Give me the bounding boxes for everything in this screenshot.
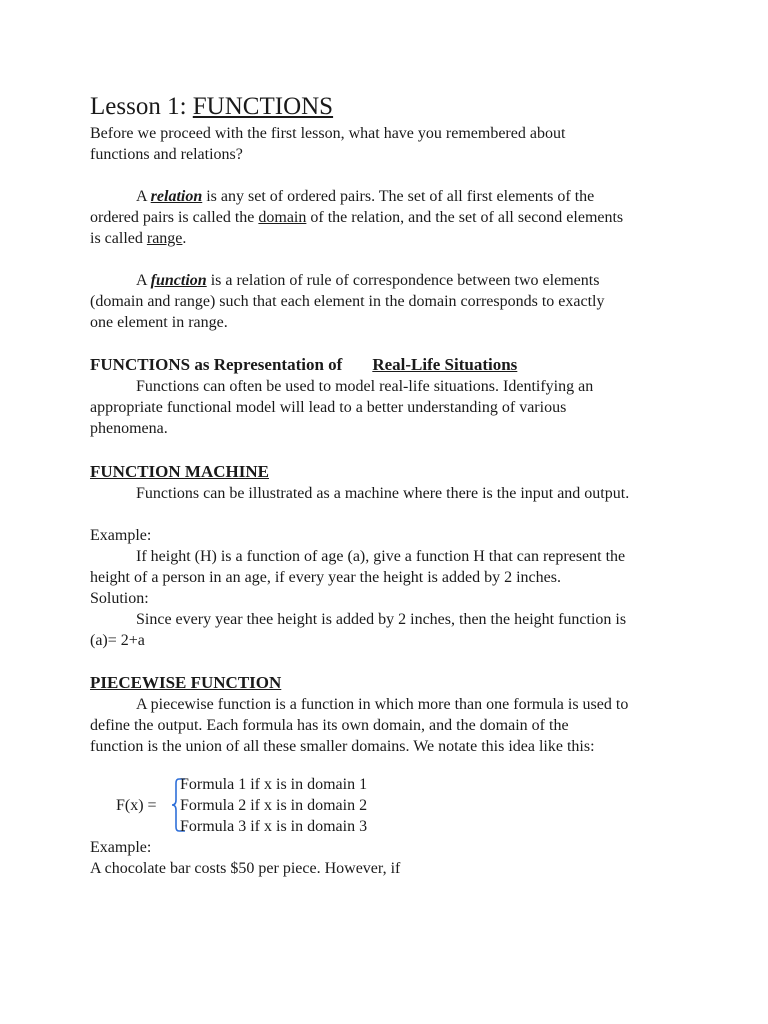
relation-lead: A [136,188,151,205]
function-machine-heading: FUNCTION MACHINE [90,462,269,481]
relation-line-2b: of the relation, and the set of all second elements [306,209,624,226]
relation-line-3a: is called [90,230,147,247]
real-life-heading-a: FUNCTIONS as Representation of [90,355,343,374]
relation-line-1 [136,186,594,207]
relation-line-3 [90,228,186,249]
real-life-line-1: Functions can often be used to model real-life situations. Identifying an [136,378,594,395]
formula-2: Formula 2 if x is in domain 2 [180,797,368,814]
piecewise-example-line: A chocolate bar costs $50 per piece. However, if [90,860,401,877]
function-lead: A [136,272,151,289]
relation-rest: is any set of ordered pairs. The set of all first elements of the [202,188,595,205]
real-life-line-3: phenomena. [90,420,168,437]
intro-line-1: Before we proceed with the first lesson, what have you remembered about [90,125,566,142]
title-prefix: Lesson 1: [90,93,193,120]
function-term: function [150,272,207,289]
real-life-heading [90,354,517,375]
formula-1: Formula 1 if x is in domain 1 [180,776,368,793]
range-term: range [146,230,183,247]
piecewise-line-3: function is the union of all these smaller domains. We notate this idea like this: [90,738,595,755]
relation-term: relation [150,188,203,205]
machine-example-line-2: height of a person in an age, if every year the height is added by 2 inches. [90,569,561,586]
real-life-heading-b: Real-Life Situations [372,355,518,374]
domain-term: domain [258,209,307,226]
machine-solution-label: Solution: [90,590,149,607]
function-line-3: one element in range. [90,314,228,331]
function-line-1 [136,270,599,291]
piecewise-line-1: A piecewise function is a function in which more than one formula is used to [136,696,629,713]
formula-3: Formula 3 if x is in domain 3 [180,818,368,835]
piecewise-heading: PIECEWISE FUNCTION [90,673,282,692]
page-title [90,92,333,122]
fx-label: F(x) = [116,797,157,814]
function-rest: is a relation of rule of correspondence between two elements [206,272,600,289]
relation-line-3b: . [182,230,187,247]
piecewise-example-label: Example: [90,839,152,856]
piecewise-line-2: define the output. Each formula has its own domain, and the domain of the [90,717,569,734]
machine-line-1: Functions can be illustrated as a machine where there is the input and output. [136,485,630,502]
relation-line-2a: ordered pairs is called the [90,209,259,226]
function-line-2: (domain and range) such that each element in the domain corresponds to exactly [90,293,605,310]
title-word: FUNCTIONS [192,93,334,120]
relation-line-2 [90,207,623,228]
real-life-line-2: appropriate functional model will lead to a better understanding of various [90,399,567,416]
machine-example-label: Example: [90,527,152,544]
machine-solution-line-1: Since every year thee height is added by 2 inches, then the height function is [136,611,627,628]
intro-line-2: functions and relations? [90,146,243,163]
machine-solution-line-2: (a)= 2+a [90,632,145,649]
machine-example-line-1: If height (H) is a function of age (a), give a function H that can represent the [136,548,626,565]
